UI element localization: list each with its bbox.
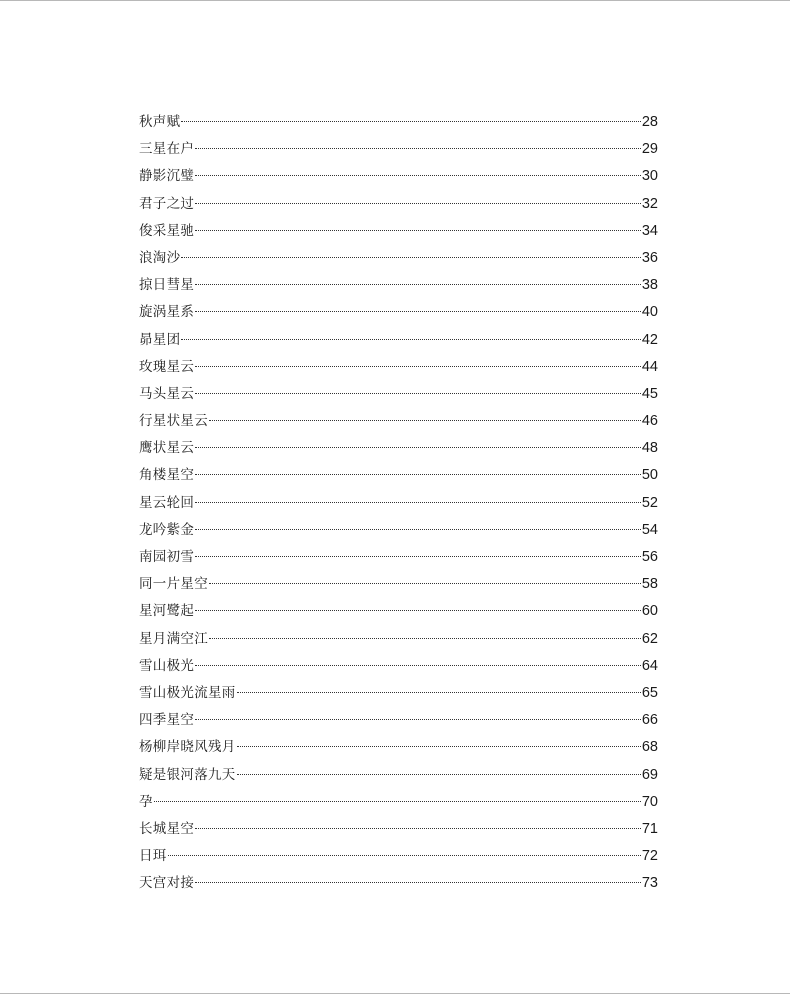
toc-entry-title: 浪淘沙 bbox=[139, 249, 181, 266]
dot-leader bbox=[168, 855, 641, 856]
toc-entry-page-number: 44 bbox=[641, 358, 658, 375]
dot-leader bbox=[195, 148, 641, 149]
toc-entry-page-number: 68 bbox=[641, 739, 658, 756]
toc-entry[interactable] bbox=[139, 598, 658, 625]
toc-entry-title: 角楼星空 bbox=[139, 467, 195, 484]
toc-entry-page-number: 56 bbox=[641, 549, 658, 565]
toc-entry[interactable] bbox=[139, 571, 658, 598]
toc-entry[interactable] bbox=[139, 490, 658, 517]
toc-entry-title: 日珥 bbox=[139, 848, 167, 865]
toc-entry-title: 俊采星驰 bbox=[139, 222, 195, 239]
dot-leader bbox=[209, 420, 641, 421]
toc-entry-page-number: 36 bbox=[641, 249, 658, 266]
toc-entry-title: 南园初雪 bbox=[139, 549, 195, 565]
toc-entry-page-number: 62 bbox=[641, 630, 658, 647]
page-bottom-border bbox=[0, 993, 790, 994]
toc-entry-title: 同一片星空 bbox=[139, 576, 208, 593]
toc-entry-title: 杨柳岸晓风残月 bbox=[139, 739, 236, 756]
toc-entry[interactable] bbox=[139, 408, 658, 435]
toc-entry[interactable] bbox=[139, 245, 658, 272]
dot-leader bbox=[195, 610, 641, 611]
toc-entry-page-number: 66 bbox=[641, 712, 658, 729]
dot-leader bbox=[195, 529, 641, 530]
dot-leader bbox=[195, 175, 641, 176]
toc-entry-title: 行星状星云 bbox=[139, 413, 208, 430]
dot-leader bbox=[195, 719, 641, 720]
dot-leader bbox=[195, 556, 641, 557]
dot-leader bbox=[195, 474, 641, 475]
toc-entry-page-number: 45 bbox=[641, 385, 658, 402]
dot-leader bbox=[237, 746, 641, 747]
toc-entry-title: 孕 bbox=[139, 793, 153, 810]
toc-entry-page-number: 64 bbox=[641, 657, 658, 674]
dot-leader bbox=[195, 203, 641, 204]
toc-entry[interactable] bbox=[139, 734, 658, 761]
dot-leader bbox=[195, 828, 641, 829]
page-top-border bbox=[0, 0, 790, 1]
dot-leader bbox=[237, 692, 641, 693]
toc-entry[interactable] bbox=[139, 191, 658, 218]
toc-entry-page-number: 30 bbox=[641, 168, 658, 185]
toc-entry[interactable] bbox=[139, 843, 658, 870]
toc-entry-title: 疑是银河落九天 bbox=[139, 766, 236, 783]
toc-entry-title: 静影沉璧 bbox=[139, 168, 195, 185]
toc-entry[interactable] bbox=[139, 272, 658, 299]
toc-entry-title: 星云轮回 bbox=[139, 494, 195, 511]
toc-entry[interactable] bbox=[139, 354, 658, 381]
toc-entry-page-number: 38 bbox=[641, 277, 658, 294]
toc-entry-title: 旋涡星系 bbox=[139, 304, 195, 321]
toc-entry[interactable] bbox=[139, 680, 658, 707]
toc-entry-page-number: 71 bbox=[641, 820, 658, 837]
toc-entry-title: 长城星空 bbox=[139, 820, 195, 837]
dot-leader bbox=[237, 774, 641, 775]
dot-leader bbox=[154, 801, 641, 802]
toc-entry-page-number: 48 bbox=[641, 440, 658, 457]
toc-entry-title: 马头星云 bbox=[139, 385, 195, 402]
toc-entry-page-number: 73 bbox=[641, 875, 658, 892]
toc-entry[interactable] bbox=[139, 870, 658, 897]
toc-entry-page-number: 54 bbox=[641, 521, 658, 538]
toc-entry[interactable] bbox=[139, 462, 658, 489]
toc-entry-title: 秋声赋 bbox=[139, 114, 181, 130]
dot-leader bbox=[181, 121, 640, 122]
toc-entry-page-number: 28 bbox=[641, 114, 658, 130]
toc-entry[interactable] bbox=[139, 762, 658, 789]
toc-entry-title: 昴星团 bbox=[139, 331, 181, 348]
dot-leader bbox=[195, 502, 641, 503]
toc-entry[interactable] bbox=[139, 789, 658, 816]
toc-entry[interactable] bbox=[139, 517, 658, 544]
toc-entry-title: 君子之过 bbox=[139, 195, 195, 212]
toc-entry[interactable] bbox=[139, 816, 658, 843]
toc-entry[interactable] bbox=[139, 381, 658, 408]
toc-entry-page-number: 50 bbox=[641, 467, 658, 484]
toc-entry-title: 鹰状星云 bbox=[139, 440, 195, 457]
toc-entry-title: 雪山极光流星雨 bbox=[139, 684, 236, 701]
dot-leader bbox=[195, 393, 641, 394]
toc-entry-title: 星河鹭起 bbox=[139, 603, 195, 620]
toc-entry-title: 雪山极光 bbox=[139, 657, 195, 674]
toc-entry[interactable] bbox=[139, 136, 658, 163]
dot-leader bbox=[195, 230, 641, 231]
toc-entry-page-number: 52 bbox=[641, 494, 658, 511]
toc-entry-page-number: 65 bbox=[641, 684, 658, 701]
dot-leader bbox=[195, 284, 641, 285]
dot-leader bbox=[209, 638, 641, 639]
toc-entry-page-number: 60 bbox=[641, 603, 658, 620]
table-of-contents bbox=[139, 109, 658, 897]
toc-entry[interactable] bbox=[139, 544, 658, 571]
dot-leader bbox=[195, 665, 641, 666]
toc-entry-page-number: 69 bbox=[641, 766, 658, 783]
dot-leader bbox=[181, 257, 640, 258]
dot-leader bbox=[195, 366, 641, 367]
toc-entry-title: 四季星空 bbox=[139, 712, 195, 729]
toc-entry-title: 掠日彗星 bbox=[139, 277, 195, 294]
dot-leader bbox=[195, 882, 641, 883]
dot-leader bbox=[181, 339, 640, 340]
toc-entry[interactable] bbox=[139, 626, 658, 653]
toc-entry-page-number: 29 bbox=[641, 141, 658, 158]
toc-entry[interactable] bbox=[139, 435, 658, 462]
toc-entry[interactable] bbox=[139, 109, 658, 136]
toc-entry[interactable] bbox=[139, 327, 658, 354]
toc-entry[interactable] bbox=[139, 707, 658, 734]
toc-entry-page-number: 46 bbox=[641, 413, 658, 430]
dot-leader bbox=[209, 583, 641, 584]
dot-leader bbox=[195, 447, 641, 448]
toc-entry-page-number: 70 bbox=[641, 793, 658, 810]
toc-entry-page-number: 34 bbox=[641, 222, 658, 239]
toc-entry-page-number: 72 bbox=[641, 848, 658, 865]
toc-entry-title: 星月满空江 bbox=[139, 630, 208, 647]
toc-entry-title: 龙吟紫金 bbox=[139, 521, 195, 538]
toc-entry[interactable] bbox=[139, 218, 658, 245]
toc-entry-page-number: 58 bbox=[641, 576, 658, 593]
toc-entry[interactable] bbox=[139, 653, 658, 680]
toc-entry-page-number: 40 bbox=[641, 304, 658, 321]
dot-leader bbox=[195, 311, 641, 312]
toc-entry[interactable] bbox=[139, 163, 658, 190]
toc-entry-page-number: 32 bbox=[641, 195, 658, 212]
toc-entry-page-number: 42 bbox=[641, 331, 658, 348]
toc-entry-title: 天宫对接 bbox=[139, 875, 195, 892]
toc-entry-title: 玫瑰星云 bbox=[139, 358, 195, 375]
toc-entry-title: 三星在户 bbox=[139, 141, 195, 158]
toc-entry[interactable] bbox=[139, 299, 658, 326]
